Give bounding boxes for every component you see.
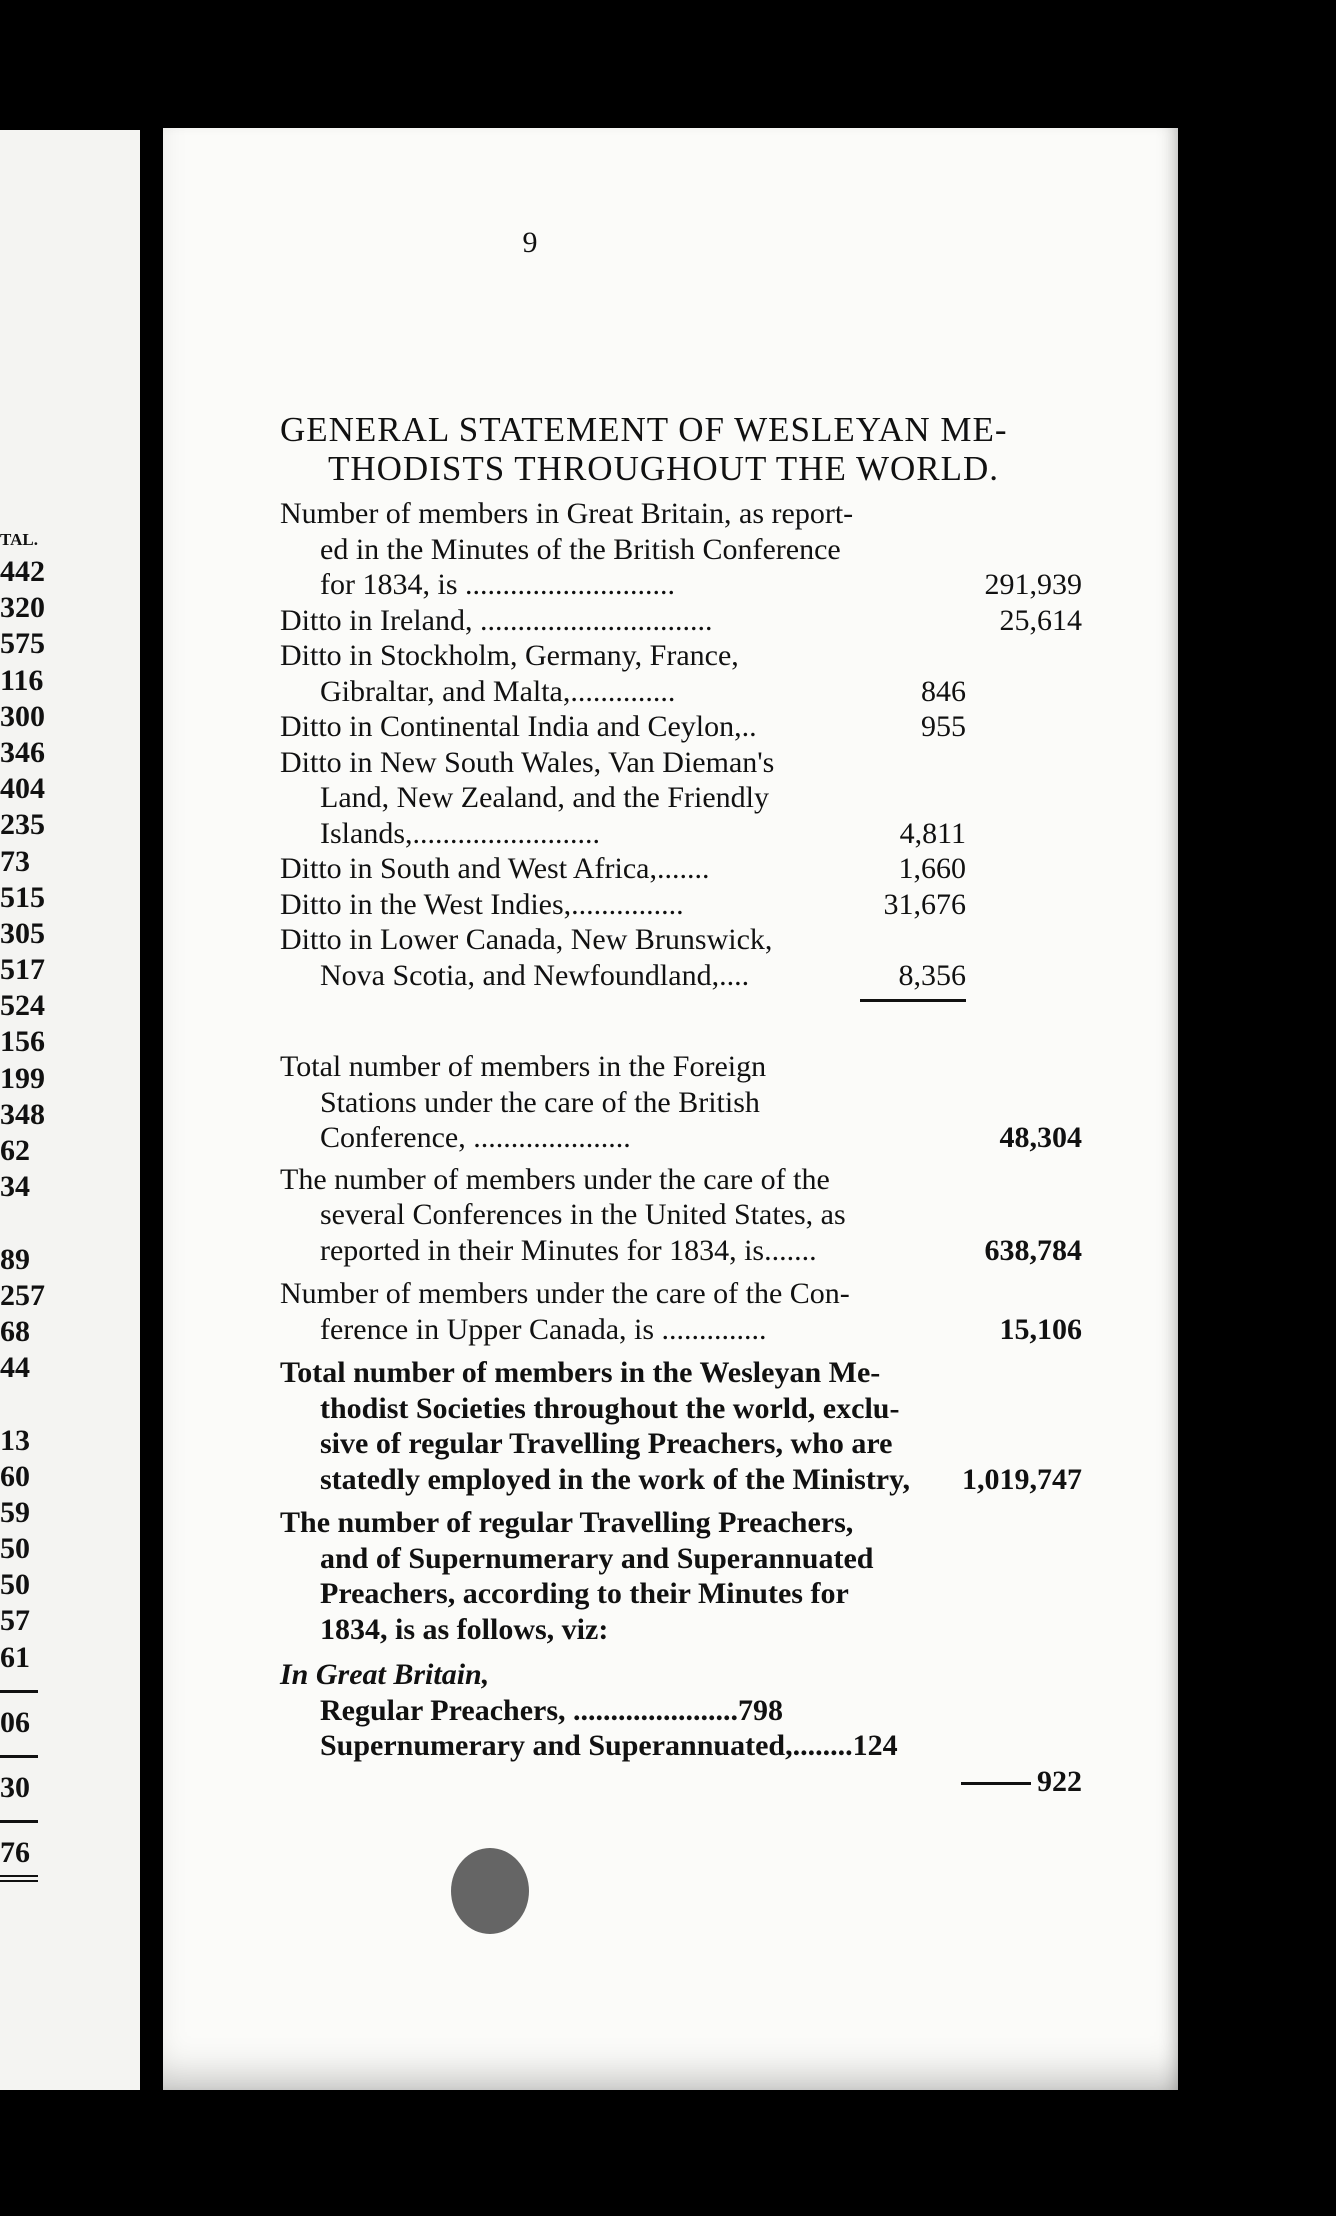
previous-page-number: 73 [0, 844, 30, 878]
entry-line: Number of members under the care of the Con- [280, 1277, 850, 1310]
page-number: 9 [522, 226, 538, 259]
subtotal-rule [860, 999, 966, 1002]
statement-entry [280, 851, 1082, 887]
previous-page-number: 257 [0, 1278, 45, 1312]
entry-line: The number of regular Travelling Preachers, [280, 1506, 854, 1539]
entry-line: ference in Upper Canada, is .............. 15,106 [320, 1312, 1082, 1346]
previous-page-number: 156 [0, 1025, 45, 1059]
previous-page-number: 524 [0, 989, 45, 1023]
statement-entries [280, 496, 1082, 1799]
entry-line: Nova Scotia, and Newfoundland,.... 8,356 [320, 958, 966, 992]
entry-line: Ditto in Lower Canada, New Brunswick, [280, 923, 773, 956]
previous-page-number: 515 [0, 880, 45, 914]
entry-value: 48,304 [999, 1121, 1082, 1154]
entry-line: several Conferences in the United States, as [320, 1198, 846, 1231]
ink-blot [451, 1848, 529, 1934]
entry-value: 25,614 [999, 603, 1082, 637]
statement-entry [280, 603, 1082, 639]
regular-preachers-line-label: Regular Preachers, ...................... [320, 1693, 738, 1727]
entry-line: ed in the Minutes of the British Conference [320, 532, 841, 566]
entry-line: Islands,......................... 4,811 [320, 816, 966, 850]
entry-line: Gibraltar, and Malta,.............. 846 [320, 674, 966, 708]
previous-page-subtotal-2: 30 [0, 1771, 30, 1805]
page-title [280, 410, 1080, 488]
previous-page-column-header: TAL. [0, 530, 38, 549]
statement-entry [280, 887, 1082, 923]
statement-entry [280, 709, 1082, 745]
entry-line: Ditto in Continental India and Ceylon,.. 955 [280, 710, 966, 743]
entry-line: Total number of members in the Foreign [280, 1050, 767, 1083]
previous-page-rule [0, 1690, 38, 1693]
previous-page-number [0, 1386, 40, 1422]
entry-value: 1,019,747 [962, 1462, 1082, 1496]
entry-line: 1834, is as follows, viz: [320, 1612, 609, 1646]
previous-page-edge [0, 130, 140, 2090]
entry-line: The number of members under the care of the [280, 1162, 830, 1196]
entry-line: and of Supernumerary and Superannuated [320, 1541, 874, 1575]
entry-line: Land, New Zealand, and the Friendly [320, 781, 770, 814]
previous-page-number: 61 [0, 1640, 30, 1674]
statement-entry [280, 1505, 1082, 1647]
previous-page-number: 59 [0, 1495, 30, 1529]
previous-page-number: 199 [0, 1061, 45, 1095]
previous-page-number: 116 [0, 663, 44, 697]
entry-line: Conference, ..................... 48,304 [320, 1121, 1082, 1154]
entry-value: 1,660 [898, 852, 966, 885]
previous-page-number [0, 1205, 40, 1241]
entry-line: Stations under the care of the British [320, 1085, 760, 1119]
previous-page-number: 50 [0, 1532, 30, 1566]
great-britain-heading: In Great Britain, [280, 1658, 490, 1691]
previous-page-total-column [0, 530, 45, 1882]
page-title-line-2: THODISTS THROUGHOUT THE WORLD. [328, 449, 1000, 488]
statement-entry [280, 922, 1082, 993]
entry-line: sive of regular Travelling Preachers, who are [320, 1427, 893, 1460]
previous-page-number: 34 [0, 1170, 30, 1204]
entry-value: 15,106 [999, 1312, 1082, 1346]
entry-line: statedly employed in the work of the Ministry, 1,019,747 [320, 1462, 1082, 1496]
previous-page-grand-total: 76 [0, 1836, 30, 1870]
previous-page-number: 235 [0, 808, 45, 842]
statement-entry [280, 496, 1082, 603]
previous-page-number: 57 [0, 1604, 30, 1638]
entry-line: Preachers, according to their Minutes for [320, 1577, 849, 1610]
previous-page-number: 442 [0, 555, 45, 588]
great-britain-total: 922 [1037, 1764, 1082, 1798]
total-rule [961, 1782, 1031, 1785]
previous-page-number: 13 [0, 1423, 30, 1457]
previous-page-rule [0, 1755, 38, 1758]
entry-line: Ditto in Ireland, ............................... 25,614 [280, 603, 1082, 637]
entry-value: 31,676 [883, 887, 966, 921]
statement-entry [280, 1276, 1082, 1347]
entry-value: 291,939 [984, 568, 1082, 601]
previous-page-number: 89 [0, 1242, 30, 1276]
great-britain-total-line [280, 1764, 1082, 1800]
previous-page-number: 517 [0, 953, 45, 987]
entry-line: thodist Societies throughout the world, exclu- [320, 1391, 900, 1425]
entry-line: Ditto in the West Indies,............... 31,676 [280, 887, 966, 921]
statement-entry [280, 638, 1082, 709]
previous-page-number: 62 [0, 1134, 30, 1167]
previous-page-double-rule [0, 1875, 38, 1882]
previous-page-number: 575 [0, 627, 45, 661]
entry-line: reported in their Minutes for 1834, is....... 638,784 [320, 1233, 1082, 1267]
previous-page-number: 404 [0, 772, 45, 806]
previous-page-number: 44 [0, 1351, 30, 1385]
entry-line: for 1834, is ............................ 291,939 [320, 568, 1082, 601]
entry-line: Number of members in Great Britain, as report- [280, 497, 854, 530]
previous-page-subtotal-1: 06 [0, 1705, 30, 1739]
regular-preachers-line [280, 1693, 1082, 1729]
previous-page-number: 348 [0, 1097, 45, 1131]
previous-page-numbers [0, 554, 45, 1676]
entry-line: Total number of members in the Wesleyan Me- [280, 1356, 881, 1389]
previous-page-number: 300 [0, 699, 45, 733]
previous-page-number: 68 [0, 1314, 30, 1348]
statement-entry [280, 1049, 1082, 1156]
entry-line: Ditto in New South Wales, Van Dieman's [280, 745, 775, 779]
previous-page-number: 346 [0, 735, 45, 769]
supernumerary-line-value: 124 [852, 1729, 898, 1762]
entry-value: 8,356 [898, 958, 966, 992]
entry-value: 638,784 [984, 1233, 1082, 1267]
statement-entry [280, 1355, 1082, 1497]
statement-entry [280, 1162, 1082, 1269]
entry-value: 846 [921, 674, 966, 708]
page-title-line-1: GENERAL STATEMENT OF WESLEYAN ME- [280, 410, 1008, 449]
previous-page-number: 320 [0, 591, 45, 625]
entry-value: 955 [921, 710, 966, 743]
statement-entry [280, 745, 1082, 852]
entry-line: Ditto in South and West Africa,....... 1,660 [280, 852, 966, 885]
previous-page-rule [0, 1820, 38, 1823]
supernumerary-line [280, 1728, 1082, 1764]
entry-line: Ditto in Stockholm, Germany, France, [280, 639, 739, 672]
previous-page-number: 50 [0, 1568, 30, 1602]
great-britain-section [280, 1657, 1082, 1799]
previous-page-number: 60 [0, 1459, 30, 1493]
entry-value: 4,811 [899, 816, 966, 850]
previous-page-number: 305 [0, 916, 45, 950]
regular-preachers-line-value: 798 [738, 1693, 783, 1727]
supernumerary-line-label: Supernumerary and Superannuated,........ [320, 1729, 853, 1762]
